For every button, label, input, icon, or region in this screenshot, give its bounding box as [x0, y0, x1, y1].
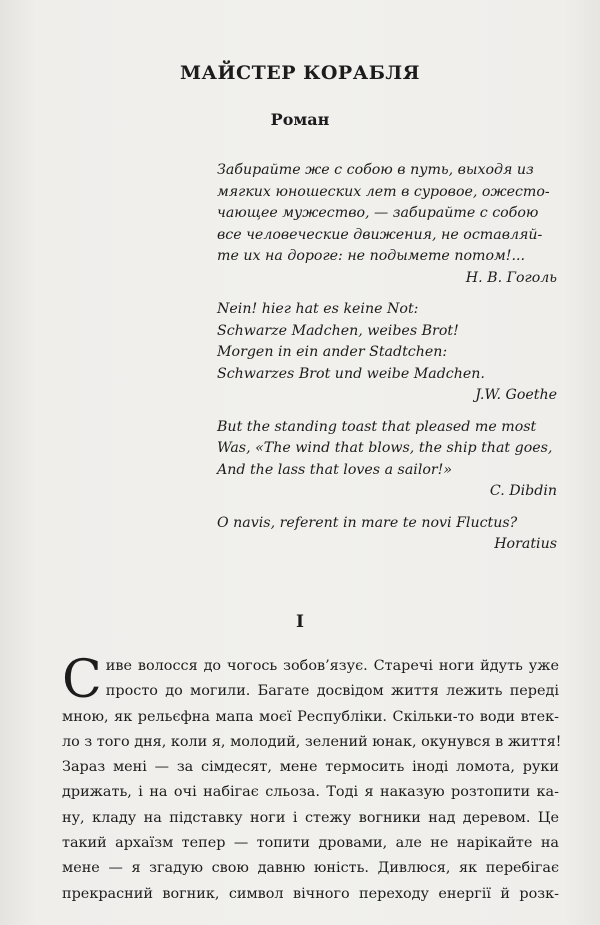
epigraph-dibdin: [217, 417, 557, 503]
epigraph-line: те их на дороге: не подымете потом!...: [217, 248, 525, 264]
epigraph-line: мягких юношеских лет в суровое, ожесто-: [217, 183, 550, 200]
epigraph-line: And the lass that loves a sailor!»: [217, 461, 453, 478]
body-line: такий архаїзм тепер — топити дровами, але не нарікайте на: [62, 835, 559, 852]
body-line: просто до могили. Багате досвідом життя лежить переді: [105, 683, 559, 700]
book-subtitle: Роман: [270, 110, 330, 129]
epigraph-line: O navis, referent in mare te novi Fluctus?: [217, 514, 518, 531]
book-title: МАЙСТЕР КОРАБЛЯ: [180, 62, 420, 84]
drop-cap: С: [62, 650, 102, 710]
epigraphs: [217, 160, 557, 556]
epigraph-line: Morgen in ein ander Stadtchen:: [217, 344, 448, 360]
body-line: Зараз мені — за сімдесят, мене термосить іноді ломота, руки: [62, 759, 559, 776]
body-line: ло з того дня, коли я, молодий, зелений юнак, окунувся в життя!: [62, 733, 562, 750]
epigraph-author: J.W. Goethe: [475, 387, 557, 403]
body-line: иве волосся до чогось зобов’язує. Старечі ноги йдуть уже: [105, 658, 559, 674]
epigraph-line: Schwarzes Brot und weibe Madchen.: [217, 365, 485, 382]
epigraph-line: Was, «The wind that blows, the ship that goes,: [217, 440, 553, 456]
epigraph-line: чающее мужество, — забирайте с собою: [217, 205, 539, 221]
epigraph-author: C. Dibdin: [489, 483, 557, 499]
epigraph-line: Schwarze Madchen, weibes Brot!: [217, 322, 459, 339]
body-line: ну, кладу на підставку ноги і стежу вогники над деревом. Це: [62, 809, 559, 826]
chapter-body: [62, 650, 562, 907]
epigraph-line: But the standing toast that pleased me most: [217, 418, 537, 435]
body-line: дрижать, і на очі набігає сльоза. Тоді я наказую розтопити ка-: [62, 784, 559, 801]
epigraph-line: Nein! hieг hat es keine Not:: [217, 301, 419, 317]
epigraph-line: все человеческие движения, не оставляй-: [217, 226, 543, 243]
epigraph-goethe: [217, 299, 557, 407]
epigraph-horatius: [217, 513, 557, 556]
body-line: мене — я згадую свою давню юність. Дивлюся, як перебігає: [62, 860, 559, 877]
epigraph-author: Horatius: [494, 536, 557, 552]
epigraph-gogol: [217, 160, 557, 289]
body-line: мною, як рельєфна мапа моєї Республіки. Скільки-то води втек-: [62, 708, 559, 725]
epigraph-line: Забирайте же с собою в путь, выходя из: [217, 162, 534, 178]
epigraph-author: Н. В. Гоголь: [465, 269, 557, 286]
chapter-number: I: [296, 612, 304, 632]
body-line: прекрасний вогник, символ вічного переходу енергії й розк-: [62, 885, 559, 902]
